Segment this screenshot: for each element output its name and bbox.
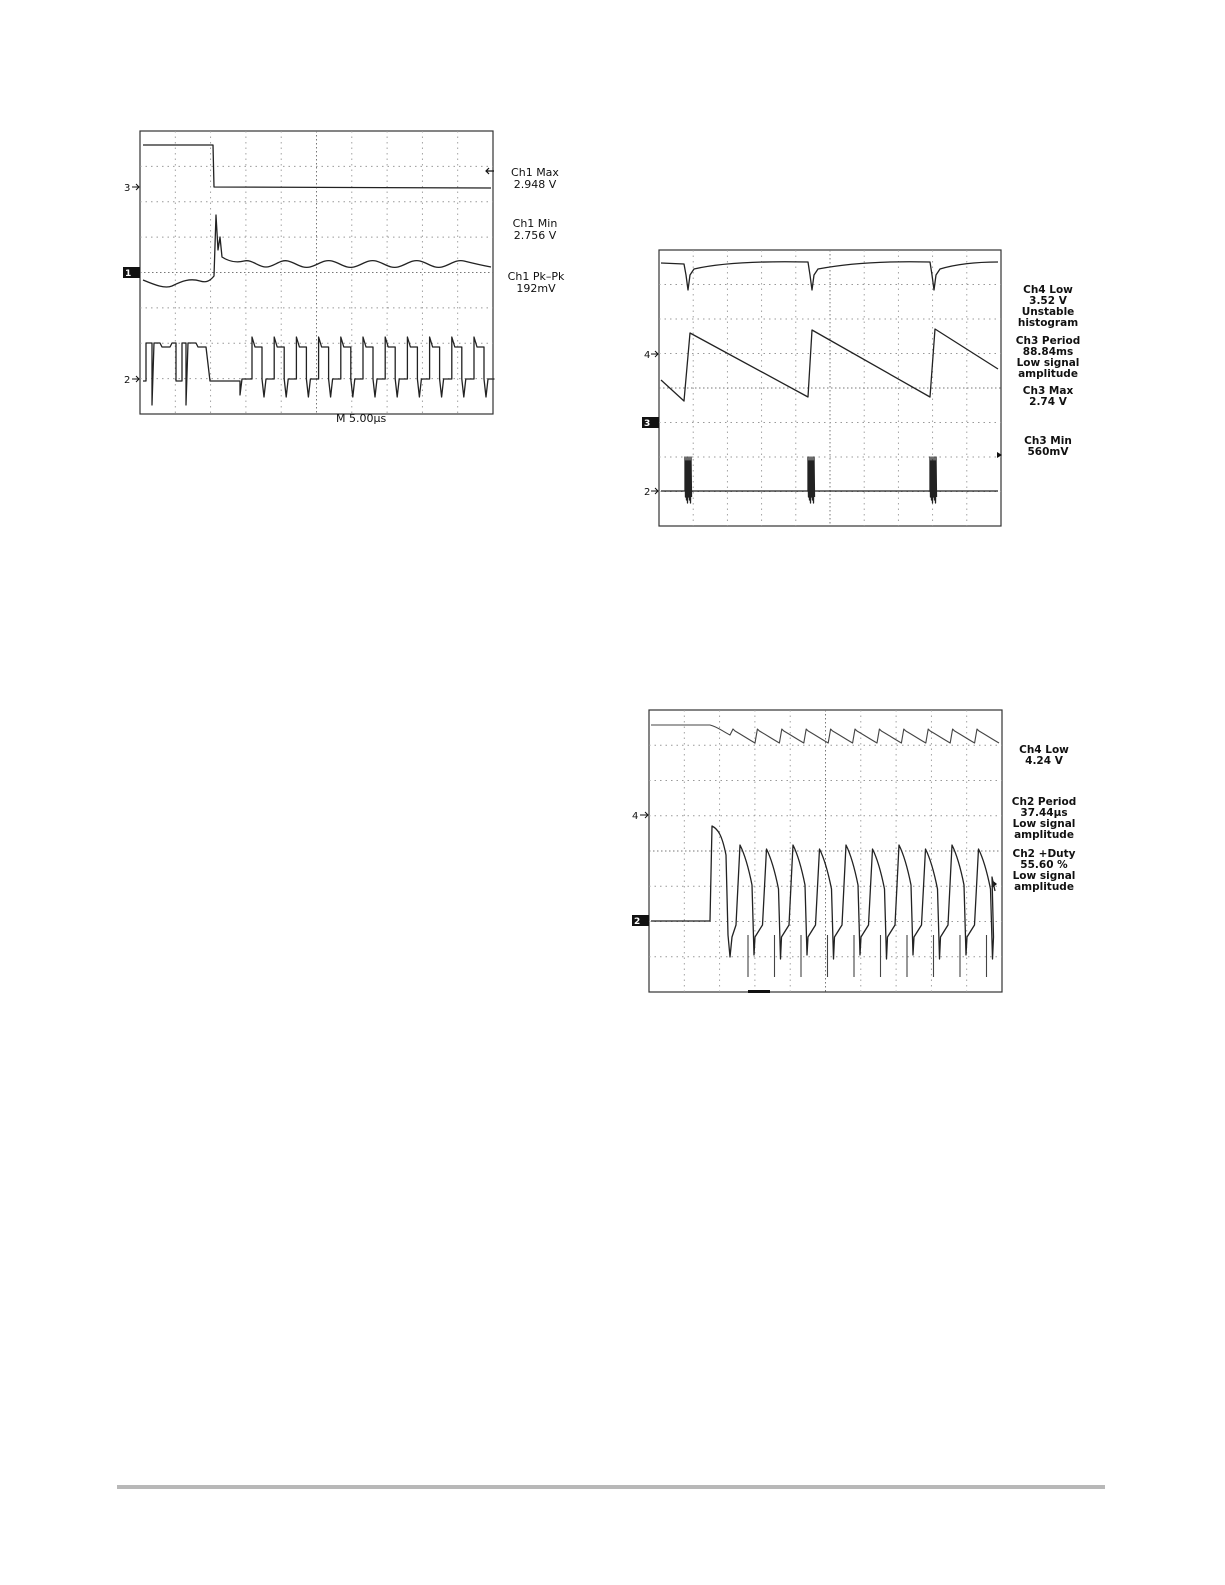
scope-3-meas-ch2-duty: Ch2 +Duty 55.60 % Low signal amplitude	[1012, 848, 1076, 893]
footer-rule	[117, 1485, 1105, 1489]
scope-1-marker-ch3	[124, 183, 139, 194]
scope-2-meas-ch3-period: Ch3 Period 88.84ms Low signal amplitude	[1015, 335, 1081, 380]
scope-3-meas-ch2-period: Ch2 Period 37.44µs Low signal amplitude	[1011, 796, 1077, 841]
scope-1-marker-ch2	[124, 375, 139, 386]
scope-3-time-marker	[748, 990, 770, 993]
scope-1	[110, 125, 580, 425]
scope-2-ch2-burst	[808, 457, 815, 503]
svg-text:3: 3	[644, 419, 651, 429]
svg-text:3: 3	[124, 183, 131, 194]
svg-text:4: 4	[644, 350, 651, 361]
scope-3-meas-ch4-low: Ch4 Low 4.24 V	[1019, 744, 1069, 767]
scope-2-ch2-burst	[685, 457, 692, 503]
scope-2-marker-ch3	[642, 417, 659, 429]
scope-1-meas-ch1-max: Ch1 Max 2.948 V	[511, 166, 559, 191]
scope-2-meas-ch3-max: Ch3 Max 2.74 V	[1022, 385, 1074, 408]
scope-3-marker-ch4	[632, 811, 648, 822]
scope-1-meas-ch1-pkpk: Ch1 Pk–Pk 192mV	[507, 270, 565, 295]
svg-text:2: 2	[634, 917, 641, 927]
scope-2-meas-ch3-min: Ch3 Min 560mV	[1024, 435, 1072, 458]
scope-3-marker-ch2	[632, 915, 649, 927]
svg-text:2: 2	[644, 487, 651, 498]
scope-2-marker-ch2	[644, 487, 658, 498]
scope-2-ch2-burst	[930, 457, 937, 503]
scope-1-meas-ch1-min: Ch1 Min 2.756 V	[512, 217, 558, 242]
scope-1-timebase: M 5.00µs	[336, 412, 387, 425]
svg-text:2: 2	[124, 375, 131, 386]
svg-text:4: 4	[632, 811, 639, 822]
scope-2-marker-ch4	[644, 350, 658, 361]
scope-2	[640, 245, 1100, 535]
scope-2-meas-ch4-low: Ch4 Low 3.52 V Unstable histogram	[1017, 284, 1079, 329]
scope-3	[630, 705, 1090, 1005]
scope-1-marker-ch1	[123, 267, 140, 279]
svg-text:1: 1	[125, 269, 132, 279]
